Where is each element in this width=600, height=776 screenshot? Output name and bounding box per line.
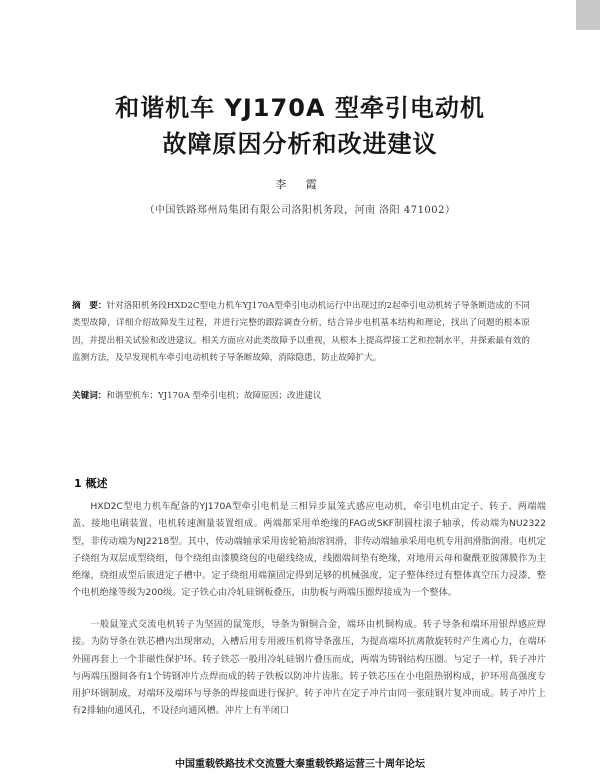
abstract-label: 摘 要： xyxy=(72,301,107,311)
body-paragraph: 一般鼠笼式交流电机转子为坚固的鼠笼形，导条为铜铜合金，端环由机铜构成。转子导条和端环用银焊感应焊接。为防导条在铁芯槽内出现窜动，入槽后用专用液压机将导条涨压，为提高端环抗离散旋转时产生离心力，在端环外圆再套上一个非磁性保护环。转子铁芯一般用冷轧硅钢片叠压而成，两端为铸钢结构压圈。与定子一样，转子冲片与两端压圈间各有1个铸钢冲片点焊而成的转子铁板以防冲片齿胀。转子铁芯压在小电阻热钢构成，护环用高强度专用护环钢制成，对端环及端环与导条的焊接面进行保护。转子冲片在定子冲片由同一张硅钢片复冲而成。转子冲片上有2排轴向通风孔，不设径向通风槽。冲片上有半闭口 xyxy=(72,619,546,717)
keywords-text: 和谐型机车；YJ170A 型牵引电机；故障原因；改进建议 xyxy=(106,391,322,401)
paper-title-line-1: 和谐机车 YJ170A 型牵引电动机 xyxy=(115,94,485,122)
abstract xyxy=(72,298,530,368)
section-heading: 1 概述 xyxy=(74,477,108,490)
page-footer: 中国重载铁路技术交流暨大秦重载铁路运营三十周年论坛 xyxy=(175,759,425,770)
keywords-label: 关键词： xyxy=(72,391,107,401)
author-name: 李 霞 xyxy=(275,178,325,191)
body-paragraph: HXD2C型电力机车配备的YJ170A型牵引电机是三相异步鼠笼式感应电动机，牵引电机由定子、转子、两端端盖、接地电刷装置、电机转速测量装置组成。两端都采用单绝缘的FAG或SKF制圆柱滚子轴承，传动端为NU2322型，非传动端为NJ2218型。其中，传动端轴承采用齿轮箱油溶润滑，非传动端轴承采用电机专用润滑脂润滑。电机定子绕组为双层成型绕组，每个绕组由漆膜绕包的电磁线绕成，线圈端间垫有绝缘，对地用云母和聚酰亚胺薄膜作为主绝缘，绕组成型后嵌进定子槽中。定子绕组用端箍固定得到足够的机械强度，定子整体经过有整体真空压力浸漆，整个电机绝缘等级为200级。定子铁心由冷轧硅钢板叠压，由肋板与两端压圈焊接成为一个整体。 xyxy=(72,501,546,599)
keywords xyxy=(72,389,530,401)
author-affiliation: （中国铁路郑州局集团有限公司洛阳机务段，河南 洛阳 471002） xyxy=(144,205,456,216)
abstract-text: 针对洛阳机务段HXD2C型电力机车YJ170A型牵引电动机运行中出现过的2起牵引电动机转子导条断造成的不同类型故障，详细介绍故障发生过程，并进行完整的跟踪调查分析，结合异步电机基本结构和理论，找出了问题的根本原因，并提出相关试验和改进建议。相关方面应对此类故障予以重视，从根本上提高焊接工艺和控制水平，并探索最有效的监测方法，及早发现机车牵引电动机转子导条断故障，消除隐患，防止故障扩大。 xyxy=(72,301,530,364)
page-edge-mark xyxy=(576,0,600,30)
paper-title-line-2: 故障原因分析和改进建议 xyxy=(162,130,438,158)
